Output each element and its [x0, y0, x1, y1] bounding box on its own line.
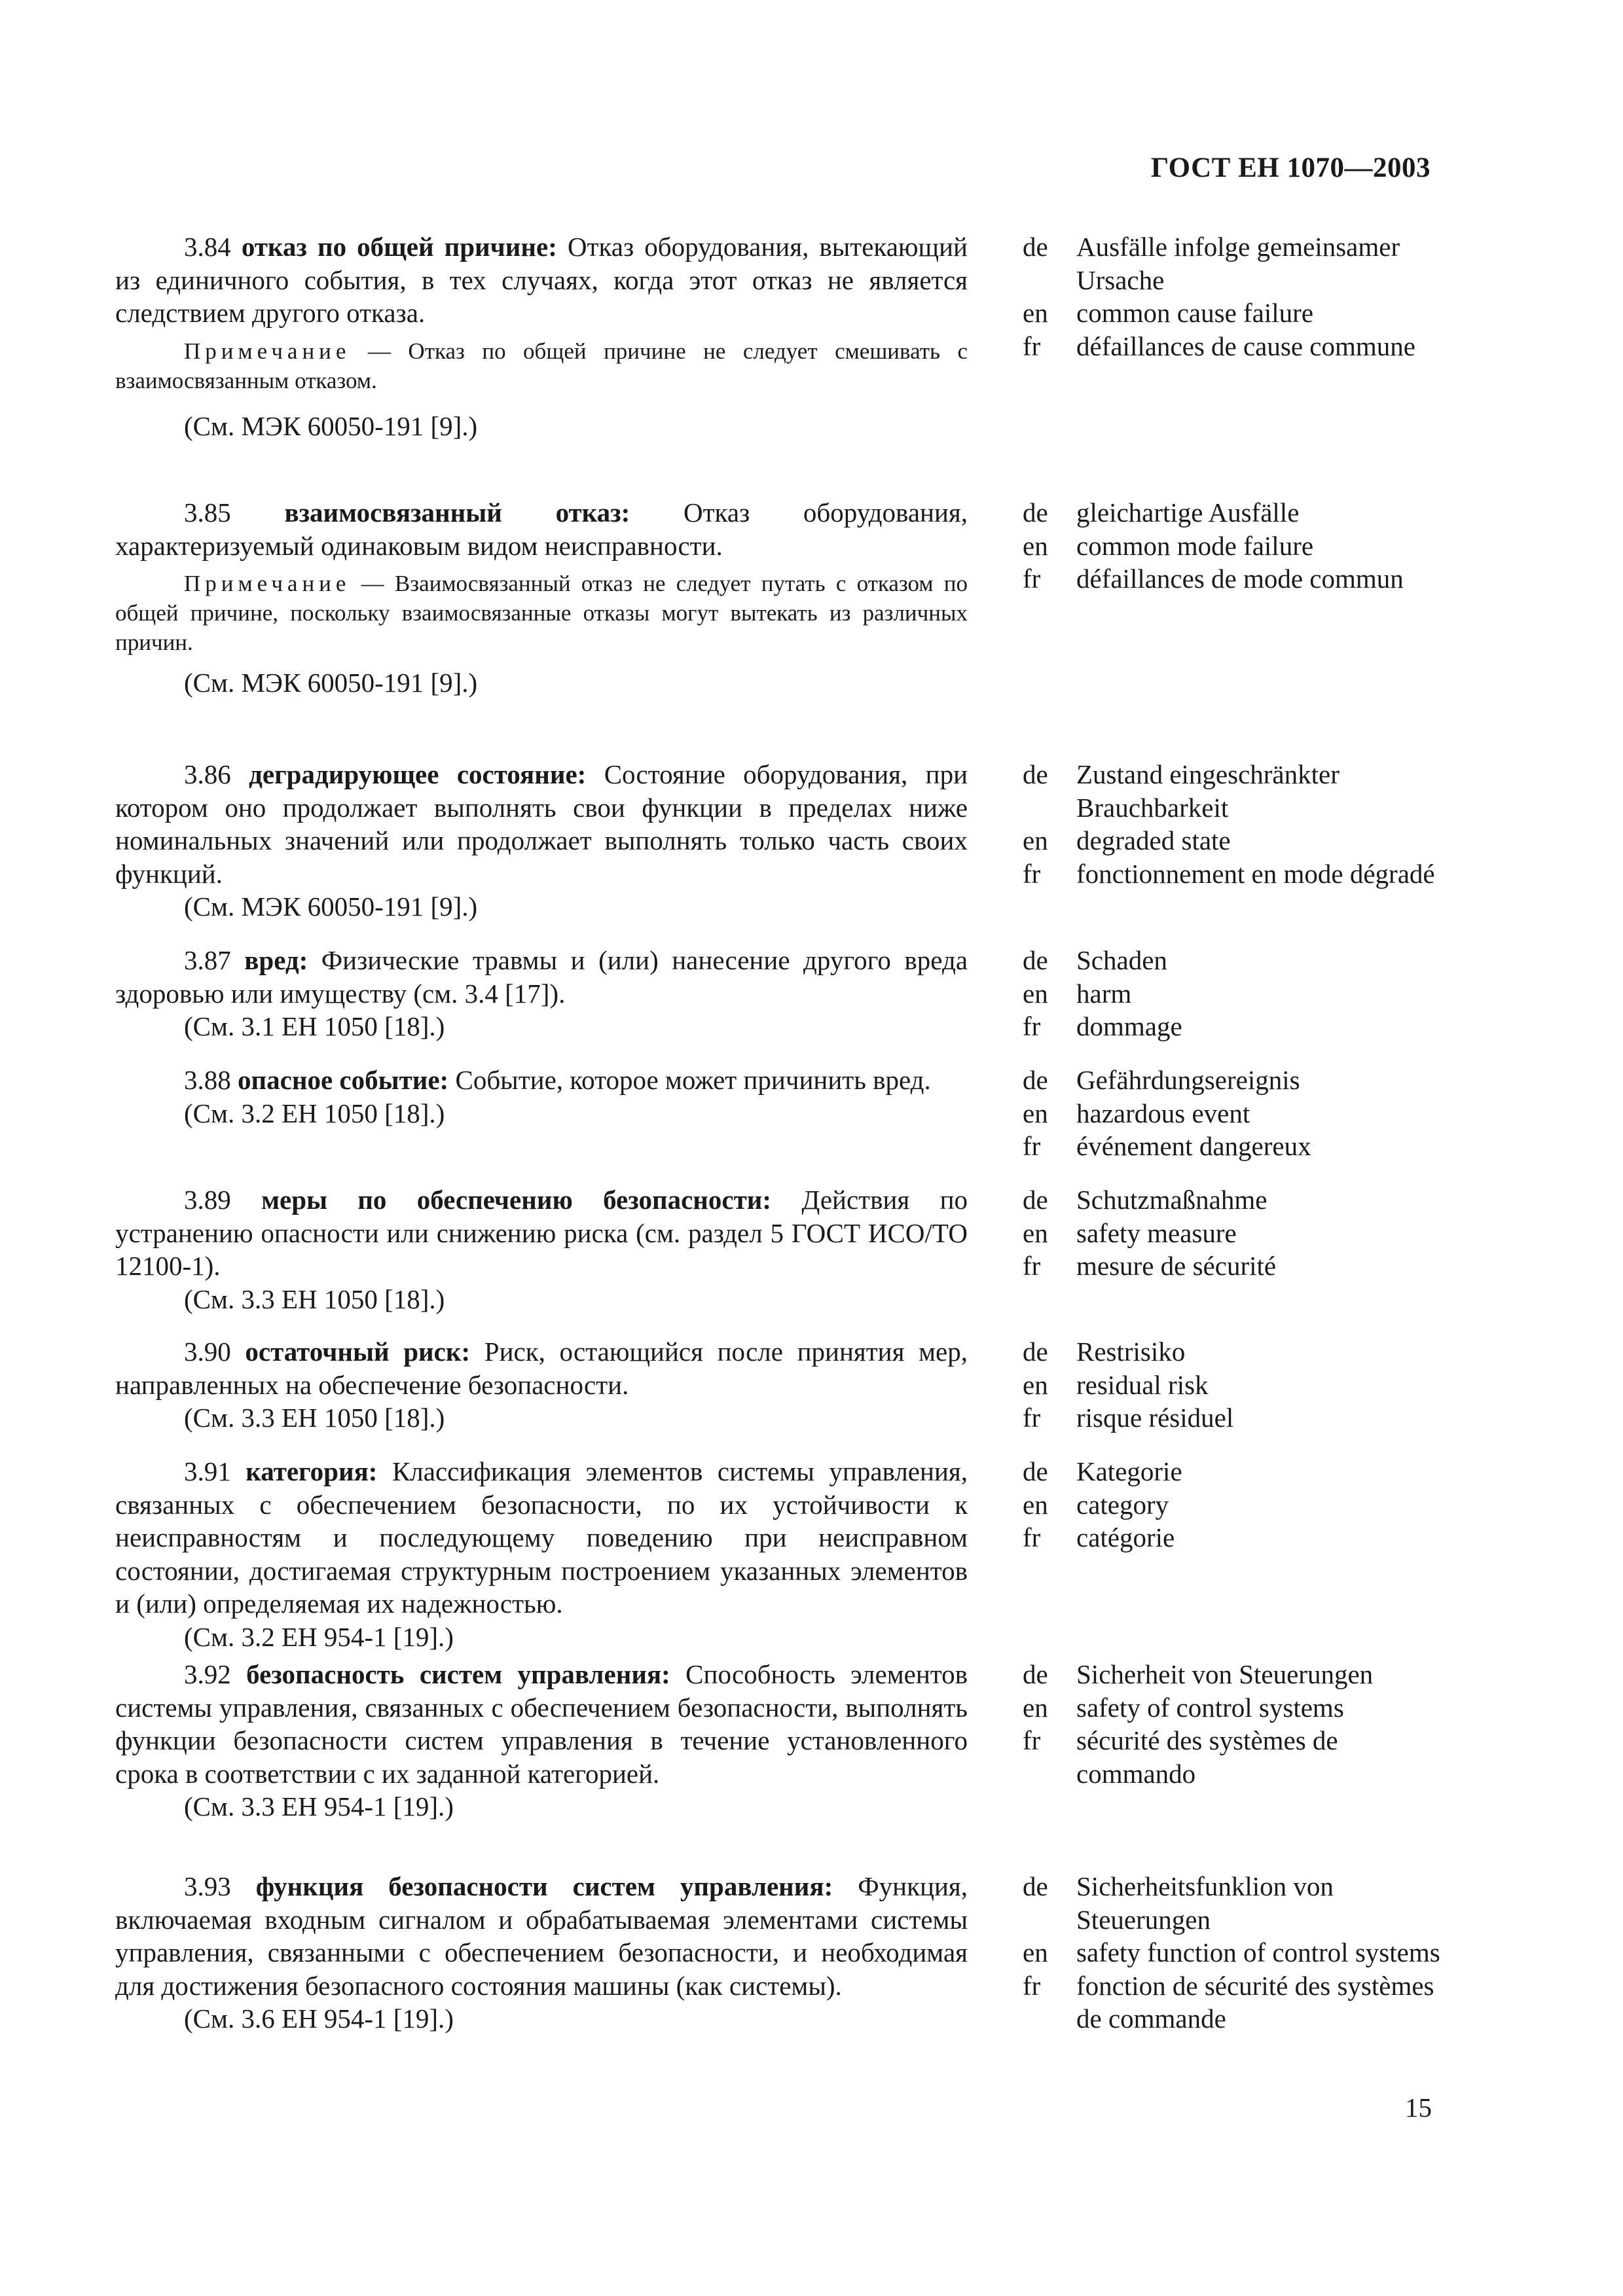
translation-de: Restrisiko [1076, 1336, 1186, 1367]
term-entry [115, 758, 1442, 944]
term-entry [115, 1658, 1442, 1870]
translation-en: common mode failure [1076, 530, 1314, 561]
term-translations: de Sicherheitsfunklion von Steuerungen en safety function of control systems fr fonction de sécurité des systèmes de commande [1023, 1870, 1442, 2036]
term-definition: Событие, которое может причинить вред. [455, 1065, 931, 1095]
translation-fr: mesure de sécurité [1076, 1251, 1277, 1281]
translation-de: Schaden [1076, 945, 1167, 975]
term-definition-block [115, 1335, 968, 1455]
term-definition-block [115, 944, 968, 1064]
term-definition-block [115, 1064, 968, 1183]
translation-fr: défaillances de mode commun [1076, 564, 1404, 594]
term-definition: Способность элементов системы управления, связанных с обеспечением безопасности, выполнять функции безопасности систем управления в течение установленного срока в соответствии с их заданной категорией. [115, 1659, 968, 1789]
term-name: меры по обеспечению безопасности: [261, 1185, 772, 1215]
term-number: 3.91 [184, 1456, 231, 1486]
terms-list [115, 230, 1442, 2036]
translation-de: Zustand eingeschränkter Brauchbarkeit [1076, 759, 1340, 823]
term-definition-block [115, 496, 968, 758]
term-translations: de gleichartige Ausfälle en common mode failure fr défaillances de mode commun [1023, 496, 1442, 758]
term-definition: Риск, остающийся после принятия мер, направленных на обеспечение безопасности. [115, 1336, 968, 1400]
note-text: — Взаимосвязанный отказ не следует путать с отказом по общей причине, поскольку взаимосвязанные отказы могут вытекать из различных причин. [115, 571, 968, 655]
translation-en: residual risk [1076, 1369, 1209, 1400]
term-name: функция безопасности систем управления: [255, 1871, 833, 1901]
term-number: 3.93 [184, 1871, 231, 1901]
term-definition: Отказ оборудования, вытекающий из единичного события, в тех случаях, когда этот отказ не является следствием другого отказа. [115, 232, 968, 328]
term-reference: (См. 3.3 ЕН 954-1 [19].) [184, 1791, 454, 1821]
translation-en: common cause failure [1076, 298, 1314, 328]
term-name: категория: [246, 1456, 378, 1486]
term-translations: de Schutzmaßnahme en safety measure fr mesure de sécurité [1023, 1183, 1442, 1335]
term-definition: Функция, включаемая входным сигналом и обрабатываемая элементами системы управления, связанными с обеспечением безопасности, и необходимая для достижения безопасного состояния машины (как системы). [115, 1871, 968, 2001]
term-definition-block [115, 1658, 968, 1870]
term-number: 3.92 [184, 1659, 231, 1689]
term-name: взаимосвязанный отказ: [284, 497, 630, 528]
term-reference: (См. 3.3 ЕН 1050 [18].) [184, 1283, 445, 1314]
note-label: Примечание [184, 571, 351, 596]
term-reference: (См. 3.2 ЕН 954-1 [19].) [184, 1621, 454, 1652]
term-entry [115, 230, 1442, 496]
term-definition-block [115, 230, 968, 496]
term-translations: de Kategorie en category fr catégorie [1023, 1455, 1442, 1658]
term-entry [115, 1183, 1442, 1335]
term-number: 3.90 [184, 1336, 231, 1367]
translation-de: gleichartige Ausfälle [1076, 497, 1300, 528]
term-name: вред: [244, 945, 308, 975]
term-reference: (См. 3.1 ЕН 1050 [18].) [184, 1011, 445, 1041]
note-text: — Отказ по общей причине не следует смешивать с взаимосвязанным отказом. [115, 338, 968, 393]
term-number: 3.84 [184, 232, 231, 262]
note-label: Примечание [184, 338, 351, 364]
term-number: 3.85 [184, 497, 231, 528]
translation-en: degraded state [1076, 825, 1231, 855]
term-entry [115, 1335, 1442, 1455]
term-definition-block [115, 1870, 968, 2036]
term-definition: Классификация элементов системы управления, связанных с обеспечением безопасности, по их устойчивости к неисправностям и последующему поведению при неисправном состоянии, достигаемая структурным построением указанных элементов и (или) определяемая их надежностью. [115, 1456, 968, 1619]
term-reference: (См. 3.2 ЕН 1050 [18].) [184, 1098, 445, 1128]
term-translations: de Zustand eingeschränkter Brauchbarkeit en degraded state fr fonctionnement en mode dégradé [1023, 758, 1442, 944]
term-entry [115, 496, 1442, 758]
term-definition-block [115, 758, 968, 944]
translation-en: harm [1076, 978, 1132, 1009]
term-name: опасное событие: [238, 1065, 449, 1095]
term-translations: de Restrisiko en residual risk fr risque résiduel [1023, 1335, 1442, 1455]
translation-de: Sicherheitsfunklion von Steuerungen [1076, 1871, 1334, 1935]
standard-header: ГОСТ ЕН 1070—2003 [1150, 152, 1431, 183]
term-definition-block [115, 1455, 968, 1658]
term-translations: de Schaden en harm fr dommage [1023, 944, 1442, 1064]
translation-de: Sicherheit von Steuerungen [1076, 1659, 1374, 1689]
translation-en: safety of control systems [1076, 1692, 1344, 1723]
term-translations: de Sicherheit von Steuerungen en safety of control systems fr sécurité des systèmes de commando [1023, 1658, 1442, 1870]
translation-de: Schutzmaßnahme [1076, 1185, 1267, 1215]
term-number: 3.88 [184, 1065, 231, 1095]
term-number: 3.89 [184, 1185, 231, 1215]
term-reference: (См. МЭК 60050-191 [9].) [184, 410, 478, 441]
translation-fr: défaillances de cause commune [1076, 331, 1415, 361]
term-name: деградирующее состояние: [249, 759, 587, 789]
term-definition-block [115, 1183, 968, 1335]
term-name: безопасность систем управления: [246, 1659, 670, 1689]
translation-fr: fonctionnement en mode dégradé [1076, 858, 1435, 889]
term-entry [115, 1455, 1442, 1658]
term-reference: (См. МЭК 60050-191 [9].) [184, 668, 478, 698]
translation-en: safety measure [1076, 1217, 1237, 1248]
term-entry [115, 1870, 1442, 2036]
term-entry [115, 1064, 1442, 1183]
translation-fr: fonction de sécurité des systèmes de commande [1076, 1970, 1434, 2034]
translation-en: hazardous event [1076, 1098, 1250, 1128]
translation-fr: risque résiduel [1076, 1403, 1234, 1433]
page-number: 15 [1405, 2092, 1432, 2123]
translation-fr: événement dangereux [1076, 1131, 1311, 1161]
term-entry [115, 944, 1442, 1064]
term-reference: (См. 3.6 ЕН 954-1 [19].) [184, 2003, 454, 2034]
translation-de: Ausfälle infolge gemeinsamer Ursache [1076, 232, 1400, 295]
translation-fr: sécurité des systèmes de commando [1076, 1725, 1338, 1789]
translation-de: Kategorie [1076, 1456, 1182, 1486]
translation-en: category [1076, 1489, 1169, 1520]
term-definition: Отказ оборудования, характеризуемый одинаковым видом неисправности. [115, 497, 968, 561]
translation-en: safety function of control systems [1076, 1937, 1440, 1967]
term-reference: (См. 3.3 ЕН 1050 [18].) [184, 1403, 445, 1433]
translation-de: Gefährdungsereignis [1076, 1065, 1300, 1095]
term-translations: de Gefährdungsereignis en hazardous event fr événement dangereux [1023, 1064, 1442, 1183]
term-name: отказ по общей причине: [241, 232, 557, 262]
term-definition: Состояние оборудования, при котором оно продолжает выполнять свои функции в пределах ниже номинальных значений или продолжает выполнять только часть своих функций. [115, 759, 968, 889]
term-number: 3.86 [184, 759, 231, 789]
term-definition: Физические травмы и (или) нанесение другого вреда здоровью или имуществу (см. 3.4 [17]). [115, 945, 968, 1009]
term-number: 3.87 [184, 945, 231, 975]
translation-fr: catégorie [1076, 1522, 1175, 1552]
term-reference: (См. МЭК 60050-191 [9].) [184, 891, 478, 922]
term-translations: de Ausfälle infolge gemeinsamer Ursache en common cause failure fr défaillances de cause commune [1023, 230, 1442, 496]
term-name: остаточный риск: [245, 1336, 471, 1367]
translation-fr: dommage [1076, 1011, 1182, 1041]
term-definition: Действия по устранению опасности или снижению риска (см. раздел 5 ГОСТ ИСО/ТО 12100-1). [115, 1185, 968, 1281]
